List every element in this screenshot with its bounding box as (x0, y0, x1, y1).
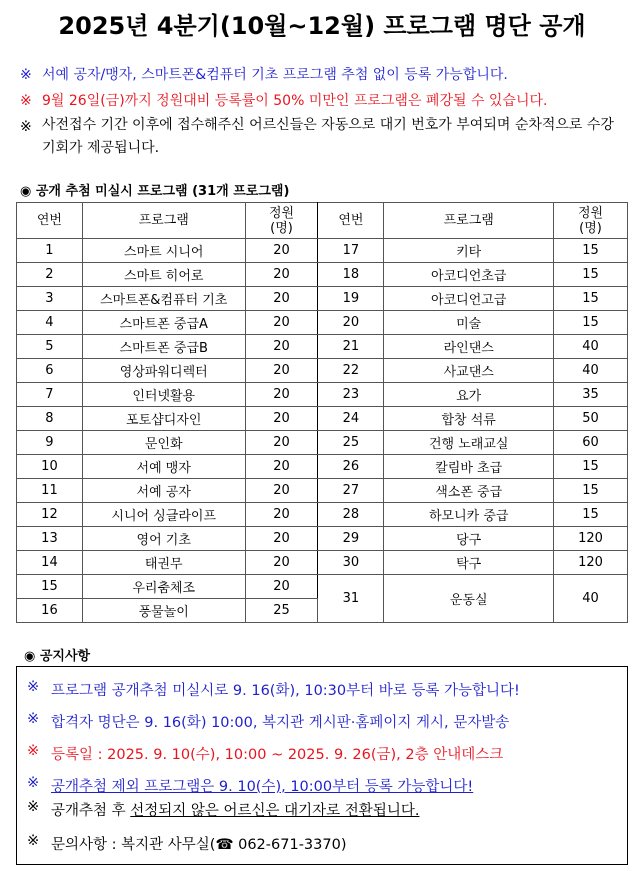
cell-capacity: 15 (554, 479, 628, 503)
table-row (17, 527, 628, 551)
cell-capacity: 15 (554, 263, 628, 287)
cell-no: 27 (318, 479, 384, 503)
table-row (17, 311, 628, 335)
cell-program: 인터넷활용 (82, 383, 245, 407)
cell-capacity: 20 (245, 359, 318, 383)
cell-capacity: 15 (554, 239, 628, 263)
notice-item: ※ 등록일 : 2025. 9. 10(수), 10:00 ~ 2025. 9. 26(금), 2층 안내데스크 (27, 743, 504, 763)
cell-capacity: 40 (554, 575, 628, 623)
note-no-lottery (20, 62, 630, 88)
cell-no: 13 (17, 527, 83, 551)
note-cancellation (20, 88, 630, 114)
page-title: 2025년 4분기(10월~12월) 프로그램 명단 공개 (58, 12, 586, 40)
cell-program: 우리춤체조 (82, 575, 245, 599)
cell-capacity: 20 (245, 407, 318, 431)
notice-section-heading (24, 645, 90, 664)
note-text: 9월 26일(금)까지 정원대비 등록률이 50% 미만인 프로그램은 폐강될 수 있습니다. (42, 93, 548, 109)
note-waitlist (20, 114, 630, 160)
cell-program: 칼림바 초급 (384, 455, 554, 479)
cell-no: 21 (318, 335, 384, 359)
notice-item: ※ 합격자 명단은 9. 16(화) 10:00, 복지관 게시판·홈페이지 게시, 문자발송 (27, 711, 510, 731)
cell-program: 사교댄스 (384, 359, 554, 383)
col-header-capacity: 정원 (명) (245, 203, 318, 239)
cell-no: 15 (17, 575, 83, 599)
table-row (17, 383, 628, 407)
cell-program: 스마트 시니어 (82, 239, 245, 263)
cell-no: 24 (318, 407, 384, 431)
col-header-capacity: 정원 (명) (554, 203, 628, 239)
cell-capacity: 20 (245, 551, 318, 575)
cell-capacity: 20 (245, 455, 318, 479)
cell-no: 20 (318, 311, 384, 335)
cell-no: 30 (318, 551, 384, 575)
cell-program: 스마트폰 중급B (82, 335, 245, 359)
cell-capacity: 20 (245, 431, 318, 455)
bullet-icon: ◉ (20, 184, 32, 199)
table-row (17, 455, 628, 479)
cell-no: 18 (318, 263, 384, 287)
col-header-program: 프로그램 (82, 203, 245, 239)
bullet-icon: ◉ (24, 649, 36, 664)
cell-capacity: 20 (245, 575, 318, 599)
cell-program: 포토샵디자인 (82, 407, 245, 431)
cell-no: 3 (17, 287, 83, 311)
cell-no: 31 (318, 575, 384, 623)
cell-program: 하모니카 중급 (384, 503, 554, 527)
table-row (17, 359, 628, 383)
cell-program: 당구 (384, 527, 554, 551)
cell-capacity: 20 (245, 527, 318, 551)
cell-no: 6 (17, 359, 83, 383)
cell-no: 22 (318, 359, 384, 383)
cell-capacity: 120 (554, 551, 628, 575)
cell-program: 스마트 히어로 (82, 263, 245, 287)
notice-item: ※ 문의사항 : 복지관 사무실(☎ 062-671-3370) (27, 833, 347, 853)
cell-program: 서예 맹자 (82, 455, 245, 479)
cell-no: 2 (17, 263, 83, 287)
cell-capacity: 50 (554, 407, 628, 431)
notice-item: ※ 공개추첨 후 선정되지 않은 어르신은 대기자로 전환됩니다. (27, 799, 420, 819)
table-row (17, 335, 628, 359)
cell-capacity: 40 (554, 359, 628, 383)
cell-capacity: 20 (245, 503, 318, 527)
notice-item: ※ 공개추첨 제외 프로그램은 9. 10(수), 10:00부터 등록 가능합니다! (27, 775, 474, 795)
cell-capacity: 25 (245, 599, 318, 623)
cell-capacity: 20 (245, 335, 318, 359)
cell-no: 1 (17, 239, 83, 263)
cell-program: 합창 석류 (384, 407, 554, 431)
notes-list (20, 62, 630, 160)
table-row (17, 479, 628, 503)
cell-capacity: 20 (245, 239, 318, 263)
cell-program: 키타 (384, 239, 554, 263)
table-row (17, 287, 628, 311)
cell-program: 태권무 (82, 551, 245, 575)
note-mark: ※ (20, 119, 32, 135)
cell-capacity: 15 (554, 503, 628, 527)
table-row (17, 431, 628, 455)
cell-program: 색소폰 중급 (384, 479, 554, 503)
cell-capacity: 15 (554, 287, 628, 311)
cell-program: 탁구 (384, 551, 554, 575)
cell-no: 12 (17, 503, 83, 527)
cell-program: 스마트폰 중급A (82, 311, 245, 335)
cell-capacity: 20 (245, 263, 318, 287)
cell-capacity: 40 (554, 335, 628, 359)
col-header-no: 연번 (17, 203, 83, 239)
cell-capacity: 20 (245, 311, 318, 335)
cell-no: 14 (17, 551, 83, 575)
cell-capacity: 20 (245, 383, 318, 407)
cell-program: 라인댄스 (384, 335, 554, 359)
cell-no: 10 (17, 455, 83, 479)
cell-no: 11 (17, 479, 83, 503)
cell-no: 29 (318, 527, 384, 551)
cell-no: 8 (17, 407, 83, 431)
cell-program: 운동실 (384, 575, 554, 623)
cell-program: 영상파워디렉터 (82, 359, 245, 383)
cell-no: 26 (318, 455, 384, 479)
notice-box (16, 666, 628, 865)
cell-capacity: 35 (554, 383, 628, 407)
cell-capacity: 20 (245, 479, 318, 503)
table-header-row (17, 203, 628, 239)
cell-no: 7 (17, 383, 83, 407)
cell-program: 아코디언고급 (384, 287, 554, 311)
cell-program: 문인화 (82, 431, 245, 455)
table-row (17, 239, 628, 263)
cell-no: 5 (17, 335, 83, 359)
cell-no: 23 (318, 383, 384, 407)
cell-program: 풍물놀이 (82, 599, 245, 623)
notice-section-title: 공지사항 (39, 649, 91, 664)
program-table (16, 202, 628, 623)
table-row (17, 263, 628, 287)
cell-no: 9 (17, 431, 83, 455)
cell-capacity: 60 (554, 431, 628, 455)
cell-program: 시니어 싱글라이프 (82, 503, 245, 527)
cell-capacity: 15 (554, 311, 628, 335)
cell-program: 아코디언초급 (384, 263, 554, 287)
cell-no: 17 (318, 239, 384, 263)
table-row (17, 407, 628, 431)
cell-no: 25 (318, 431, 384, 455)
cell-capacity: 120 (554, 527, 628, 551)
note-mark: ※ (20, 67, 32, 83)
note-text: 사전접수 기간 이후에 접수해주신 어르신들은 자동으로 대기 번호가 부여되며 순차적으로 수강 기회가 제공됩니다. (42, 117, 614, 156)
cell-program: 서예 공자 (82, 479, 245, 503)
note-text: 서예 공자/맹자, 스마트폰&컴퓨터 기초 프로그램 추첨 없이 등록 가능합니다. (42, 67, 508, 83)
table-row (17, 503, 628, 527)
cell-program: 건행 노래교실 (384, 431, 554, 455)
cell-program: 영어 기초 (82, 527, 245, 551)
cell-program: 요가 (384, 383, 554, 407)
cell-program: 스마트폰&컴퓨터 기초 (82, 287, 245, 311)
table-row (17, 551, 628, 575)
table-section-heading (20, 180, 289, 199)
note-mark: ※ (20, 93, 32, 109)
cell-capacity: 20 (245, 287, 318, 311)
cell-program: 미술 (384, 311, 554, 335)
cell-no: 16 (17, 599, 83, 623)
table-section-title: 공개 추첨 미실시 프로그램 (31개 프로그램) (35, 184, 290, 199)
table-row (17, 575, 628, 599)
cell-no: 19 (318, 287, 384, 311)
col-header-no: 연번 (318, 203, 384, 239)
cell-no: 28 (318, 503, 384, 527)
notice-item: ※ 프로그램 공개추첨 미실시로 9. 16(화), 10:30부터 바로 등록 가능합니다! (27, 679, 520, 699)
cell-capacity: 15 (554, 455, 628, 479)
cell-no: 4 (17, 311, 83, 335)
col-header-program: 프로그램 (384, 203, 554, 239)
